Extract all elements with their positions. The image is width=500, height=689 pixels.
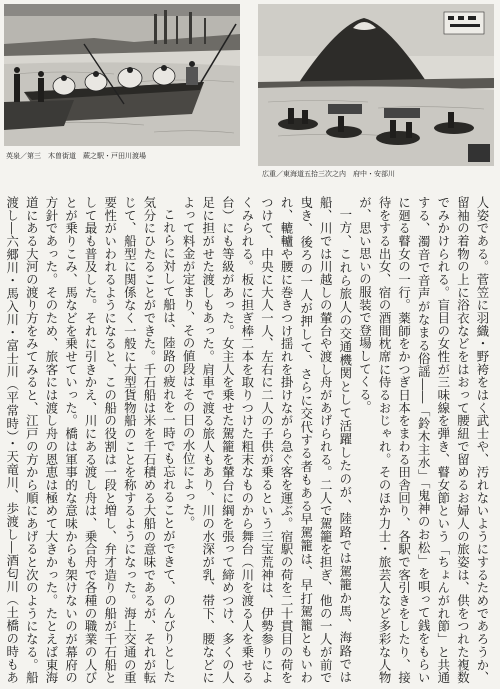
figure-caption-right: 広重／東海道五拾三次之内 府中・安部川 (262, 170, 395, 178)
figure-caption-left: 英泉／第三 木曽街道 蕨之駅・戸田川渡場 (6, 152, 146, 160)
ukiyoe-print-fuchu-abekawa (258, 4, 494, 166)
paragraph-3: これらに対して船は、陸路の疲れを一時でも忘れることができて、のんびりとした気分にひたることができた。千石船は米を千石積める大船の意味であるが、それが転じて、船型に関係なく一般に大型貨物船のことを称するようになった。海上交通の重要性がいわれるようになると、この船の役割は一段と増し、弁才造りの船が千石船として最も普及した。それに引きかえ、川にある渡し舟は、乗合舟で各種の職業の人びとが乗りこみ、馬などを乗せていった。橋は軍事的な意味からも架けないのが幕府の方針であった。そのため、旅客には渡し舟の恩恵は極めて大きかった。たとえば東海道にある大河の渡り方をみてみると、江戸の方から順にあげると次のようになる。船渡し―六郷川・馬入川・富士川（平常時）・天竜川、歩渡し―酒匂川（土橋の時もあ (4, 196, 177, 684)
paragraph-2: 一方、これら旅人の交通機関として活躍したのが、陸路では駕籠か馬、海路では船、川では川越しの輦台や渡し舟があげられる。二人で駕籠を担ぎ、他の一人が前で曳き、後ろの一人が押して、さらに交代する者もある早駕籠は、早打駕籠ともいわれ、轆轤や腰に巻きつけ揺れを掛けながら急ぐ客を運ぶ。宿駅の荷を二十貫目の荷をつけて、中央に大人一人、左右に二人の子供が乗るという三宝荒神は、伊勢参りによくみられる。板に担ぎ棒二本を取りつけた粗末なものから舞台（川を渡る人を乗せる台）にも等級があった。女主人を乗せた駕籠を輦台に綱を張って締めつけ、多くの人足に担がせた渡しもあった。肩車で渡る旅人もあり、川の水深が乳、帯下、腰などによって料金が定まり、その値段はその日の水位によった。 (181, 196, 353, 684)
paragraph-1: 人姿である。菅笠に羽織・野袴をはく武士や、汚れないようにするためであろうか、留袖の着物の上に浴衣などをはおって腰紐で留めるお婦人の旅姿は、供をつれた複数でみかけられる。盲目の女性が三味線を弾き、瞽女節という「ちょんがれ節」と共通する、濁音で音声がなまる俗謡――「鈴木主水」「鬼神のお松」を唄って銭をもらいに廻る瞽女の一行。薬師をかつぎ日本をまわる田舎回り、各駅で客引きをしたり、接待をする出女、宿の酒間枕席に侍るおじゃれ。そのほか力士・旅芸人など多彩な人物が、思い思いの服装で登場してくる。 (357, 196, 490, 684)
ukiyoe-print-warabi-todagawa-ferry (4, 4, 240, 146)
vertical-body-text (4, 196, 492, 684)
river-crossing-illustration (258, 4, 494, 166)
ferry-boat-illustration (4, 4, 240, 146)
